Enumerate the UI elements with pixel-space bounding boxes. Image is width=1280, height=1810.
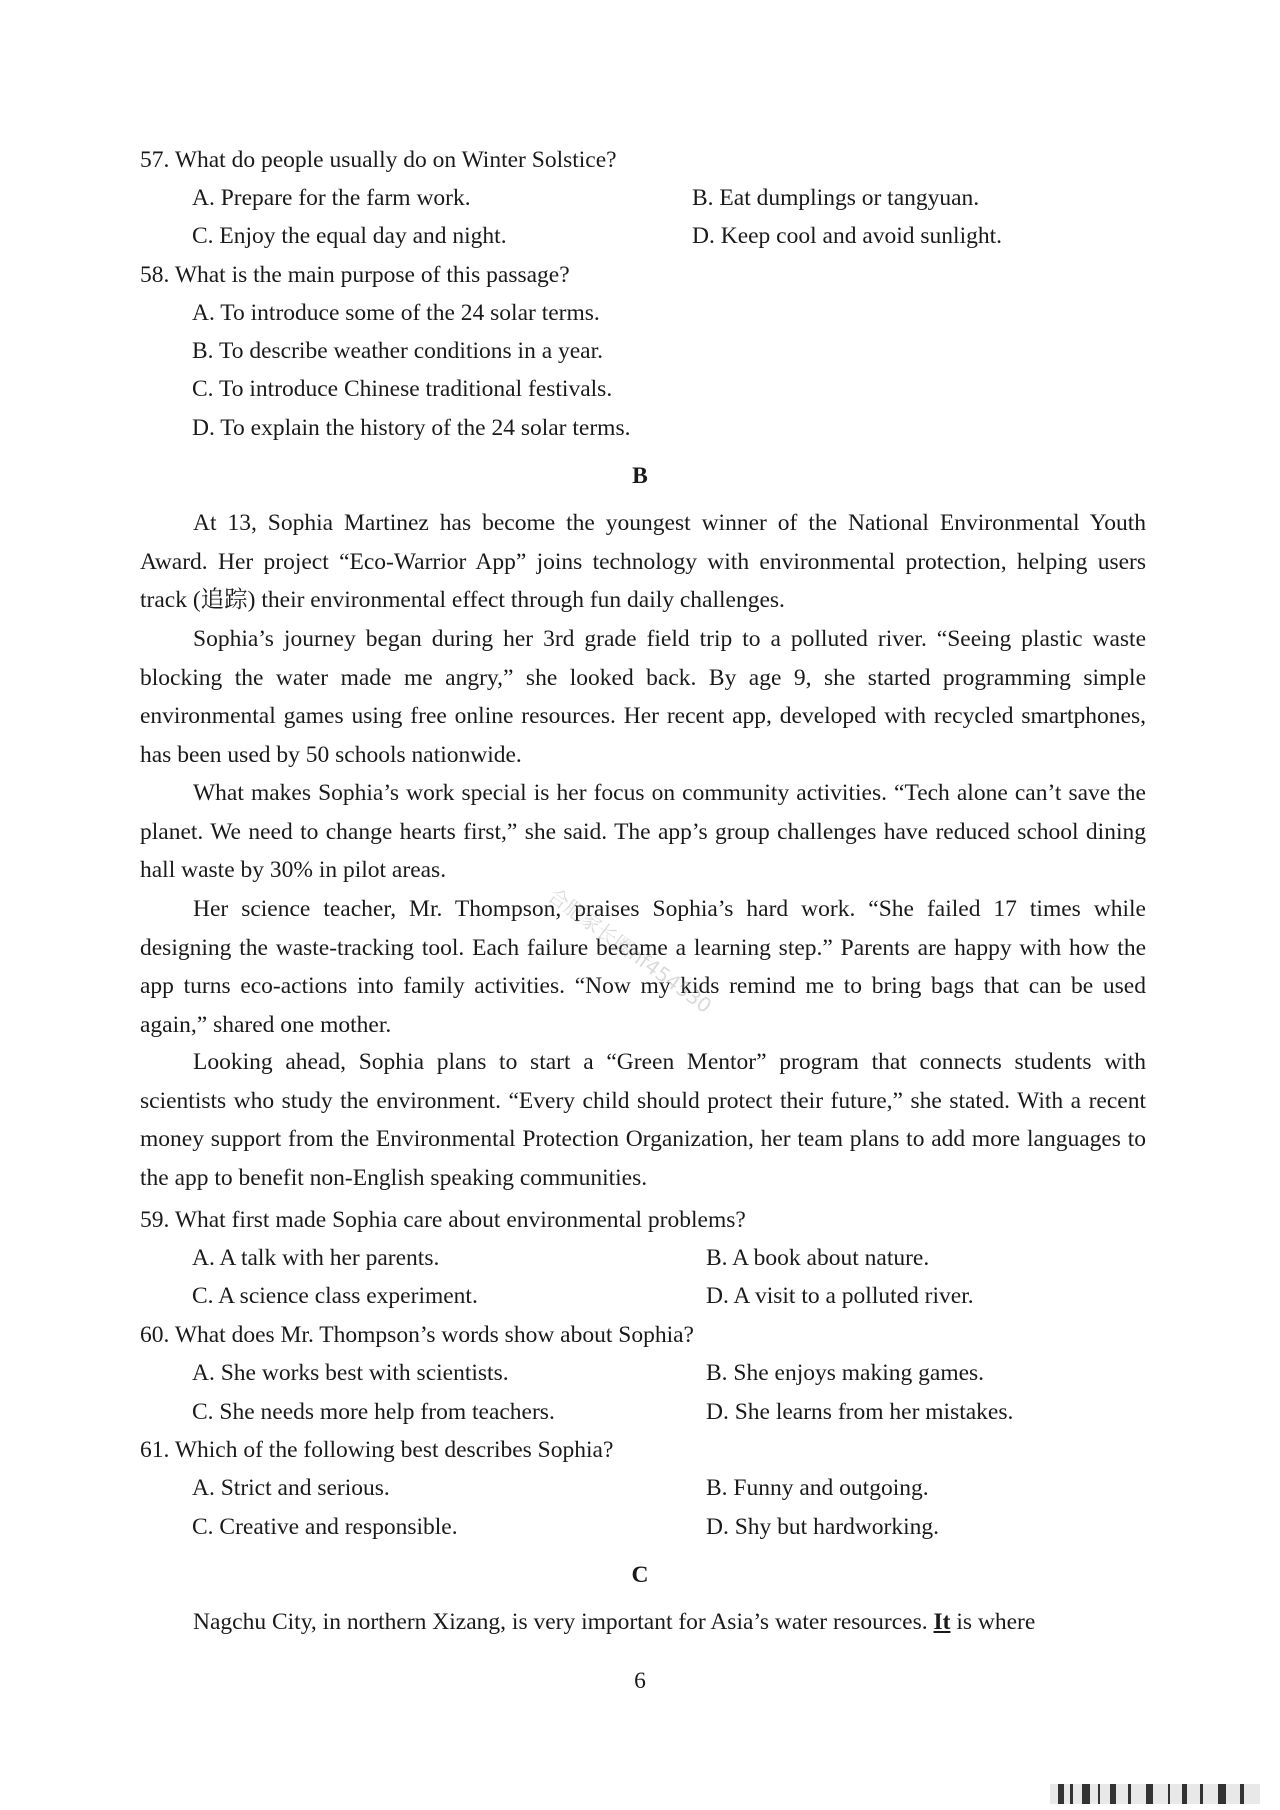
underlined-word: It [933, 1609, 951, 1635]
answer-option: D. Shy but hardworking. [706, 1514, 940, 1540]
passage-paragraph: What makes Sophia’s work special is her focus on community activities. “Tech alone can’t save the planet. We need to change hearts first,” she said. The app’s group challenges have reduced school dining hall waste by 30% in pilot areas. [140, 780, 1146, 884]
passage-paragraph: Her science teacher, Mr. Thompson, praises Sophia’s hard work. “She failed 17 times while designing the waste-tracking tool. Each failure became a learning step.” Parents are happy with how the app turns eco-actions into family activities. “Now my kids remind me to bring bags that can be used again,” shared one mother. [140, 896, 1146, 1038]
answer-option: D. A visit to a polluted river. [706, 1283, 974, 1309]
answer-option: D. Keep cool and avoid sunlight. [692, 223, 1003, 249]
answer-option: B. Eat dumplings or tangyuan. [692, 185, 980, 211]
section-title: C [631, 1562, 649, 1588]
passage-paragraph: Looking ahead, Sophia plans to start a “Green Mentor” program that connects students with scientists who study the environment. “Every child should protect their future,” she stated. With a recent money support from the Environmental Protection Organization, her team plans to add more languages to the app to benefit non-English speaking communities. [140, 1049, 1146, 1191]
answer-option: D. To explain the history of the 24 solar terms. [192, 415, 631, 441]
answer-option: C. She needs more help from teachers. [192, 1399, 555, 1425]
answer-option: B. A book about nature. [706, 1245, 930, 1271]
watermark: 合肥家长圈nf454530 [543, 883, 717, 1018]
barcode-mark-icon [1050, 1780, 1260, 1806]
answer-option: C. A science class experiment. [192, 1283, 478, 1309]
answer-option: A. A talk with her parents. [192, 1245, 440, 1271]
answer-option: A. Strict and serious. [192, 1475, 390, 1501]
question-stem: 57. What do people usually do on Winter Solstice? [140, 147, 617, 173]
answer-option: D. She learns from her mistakes. [706, 1399, 1014, 1425]
passage-paragraph: Sophia’s journey began during her 3rd grade field trip to a polluted river. “Seeing plastic waste blocking the water made me angry,” she looked back. By age 9, she started programming simple environmental games using free online resources. Her recent app, developed with recycled smartphones, has been used by 50 schools nationwide. [140, 626, 1146, 768]
answer-option: B. She enjoys making games. [706, 1360, 985, 1386]
question-stem: 61. Which of the following best describes Sophia? [140, 1437, 614, 1463]
question-stem: 58. What is the main purpose of this passage? [140, 262, 570, 288]
answer-option: C. To introduce Chinese traditional festivals. [192, 376, 613, 402]
section-title: B [632, 463, 648, 489]
answer-option: C. Enjoy the equal day and night. [192, 223, 507, 249]
question-stem: 59. What first made Sophia care about environmental problems? [140, 1207, 746, 1233]
answer-option: A. To introduce some of the 24 solar terms. [192, 300, 600, 326]
answer-option: B. To describe weather conditions in a year. [192, 338, 604, 364]
answer-option: A. She works best with scientists. [192, 1360, 509, 1386]
passage-paragraph: Nagchu City, in northern Xizang, is very important for Asia’s water resources. It is where [193, 1609, 1036, 1635]
answer-option: B. Funny and outgoing. [706, 1475, 929, 1501]
answer-option: A. Prepare for the farm work. [192, 185, 471, 211]
answer-option: C. Creative and responsible. [192, 1514, 458, 1540]
question-stem: 60. What does Mr. Thompson’s words show about Sophia? [140, 1322, 694, 1348]
page-number: 6 [634, 1668, 646, 1694]
passage-paragraph: At 13, Sophia Martinez has become the youngest winner of the National Environmental Youth Award. Her project “Eco-Warrior App” joins technology with environmental protection, helping users track (追踪) their environmental effect through fun daily challenges. [140, 510, 1146, 614]
